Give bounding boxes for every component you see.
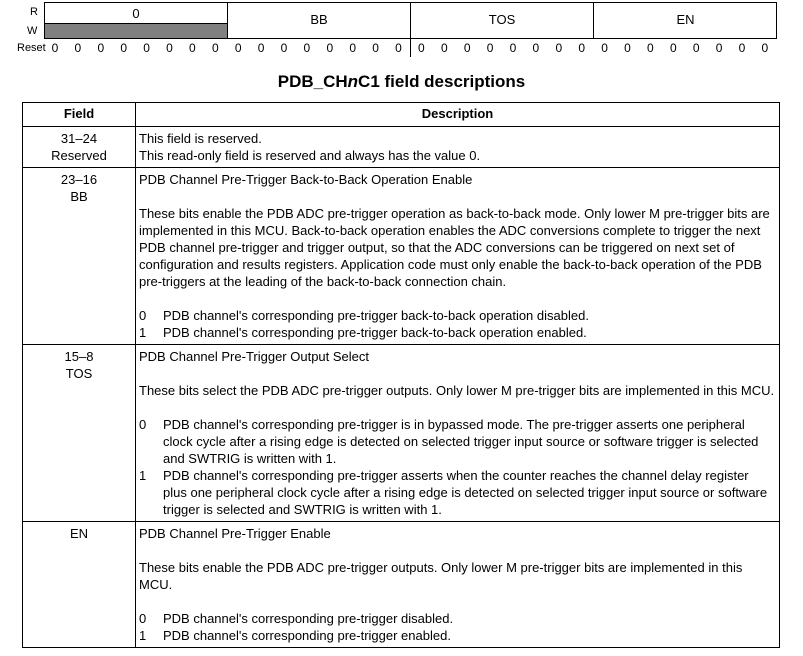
field-bb: BB bbox=[310, 12, 328, 27]
field-cell bbox=[23, 168, 136, 345]
table-header-row bbox=[23, 103, 780, 127]
enum-item: 0 PDB channel's corresponding pre-trigger disabled. bbox=[139, 611, 454, 626]
field-bits: 23–16 bbox=[60, 172, 98, 187]
description-heading: PDB Channel Pre-Trigger Output Select bbox=[139, 349, 370, 364]
reserved-write-fill bbox=[45, 24, 227, 38]
reset-bit: 0 bbox=[166, 41, 173, 55]
reset-bit: 0 bbox=[234, 41, 242, 55]
description-heading: PDB Channel Pre-Trigger Back-to-Back Operation Enable bbox=[139, 172, 473, 187]
table-row-bb bbox=[23, 168, 780, 345]
description-body: These bits enable the PDB ADC pre-trigger operation as back-to-back mode. Only lower M pre-trigger bits are implemented in this MCU. Back-to-back operation enables the ADC conversions complete to trigger the next PDB channel pre-trigger and trigger output, so that the ADC conversions can be triggered on next set of configuration and results registers. Application code must only enable the back-to-back operation of the PDB pre-triggers at the leading of the back-to-back connection chain. bbox=[139, 206, 770, 289]
table-title: PDB_CHnC1 field descriptions bbox=[277, 72, 526, 91]
field-bits: 15–8 bbox=[64, 349, 94, 364]
table-row-en bbox=[23, 522, 780, 648]
field-name: BB bbox=[70, 189, 88, 204]
enum-item: 0 PDB channel's corresponding pre-trigger is in bypassed mode. The pre-trigger asserts one peripheral clock cycle after a rising edge is detected on selected trigger input source or software trigger is selected and SWTRIG is written with 1. bbox=[139, 417, 759, 466]
field-descriptions-table bbox=[22, 102, 780, 648]
description-body: These bits enable the PDB ADC pre-trigger outputs. Only lower M pre-trigger bits are implemented in this MCU. bbox=[139, 560, 743, 592]
register-diagram bbox=[0, 0, 803, 58]
reset-bit: 0 bbox=[669, 41, 677, 55]
reset-bit: 0 bbox=[692, 41, 700, 55]
reset-bit: 0 bbox=[440, 41, 448, 55]
field-bits: 31–24 bbox=[60, 131, 98, 146]
field-name: Reserved bbox=[51, 148, 107, 163]
field-tos: TOS bbox=[488, 12, 516, 27]
reset-bit: 0 bbox=[74, 41, 82, 55]
reset-bit: 0 bbox=[211, 41, 219, 55]
row-label-reset: Reset bbox=[17, 42, 46, 54]
reset-bit: 0 bbox=[418, 41, 425, 55]
reset-bit: 0 bbox=[532, 41, 540, 55]
field-cell bbox=[23, 345, 136, 522]
reset-bit: 0 bbox=[349, 41, 357, 55]
field-name: EN bbox=[69, 526, 89, 541]
row-label-r: R bbox=[30, 6, 38, 18]
header-field: Field bbox=[23, 103, 136, 127]
reset-bit: 0 bbox=[143, 41, 150, 55]
enum-item: 0 PDB channel's corresponding pre-trigger back-to-back operation disabled. bbox=[139, 308, 589, 323]
field-en: EN bbox=[676, 12, 695, 27]
reset-bit: 0 bbox=[51, 41, 59, 55]
description-cell bbox=[136, 168, 780, 345]
description-cell bbox=[136, 522, 780, 648]
reset-bit: 0 bbox=[738, 41, 746, 55]
table-row-tos bbox=[23, 345, 780, 522]
enum-item: 1 PDB channel's corresponding pre-trigger asserts when the counter reaches the channel delay register plus one peripheral clock cycle after a rising edge is detected on selected trigger input source or software trigger is selected and SWTRIG is written with 1. bbox=[139, 468, 768, 517]
reset-bit: 0 bbox=[395, 41, 402, 55]
reset-bit: 0 bbox=[715, 41, 723, 55]
description-body: This read-only field is reserved and always has the value 0. bbox=[139, 148, 481, 163]
table-row-reserved bbox=[23, 127, 780, 168]
reset-bit: 0 bbox=[189, 41, 196, 55]
description-body: These bits select the PDB ADC pre-trigger outputs. Only lower M pre-trigger bits are implemented in this MCU. bbox=[139, 383, 775, 398]
reset-bit: 0 bbox=[303, 41, 311, 55]
reset-bit: 0 bbox=[555, 41, 563, 55]
row-label-w: W bbox=[27, 25, 38, 37]
description-cell bbox=[136, 127, 780, 168]
reset-bit: 0 bbox=[578, 41, 586, 55]
description-heading: PDB Channel Pre-Trigger Enable bbox=[139, 526, 331, 541]
enum-item: 1 PDB channel's corresponding pre-trigger enabled. bbox=[139, 628, 451, 643]
field-name: TOS bbox=[65, 366, 93, 381]
reset-bit: 0 bbox=[326, 41, 334, 55]
reserved-field-value: 0 bbox=[132, 6, 140, 21]
field-cell bbox=[23, 127, 136, 168]
reset-bit: 0 bbox=[486, 41, 494, 55]
reset-bit: 0 bbox=[761, 41, 769, 55]
field-cell bbox=[23, 522, 136, 648]
header-description: Description bbox=[136, 103, 780, 127]
reset-bit: 0 bbox=[624, 41, 631, 55]
reset-bit: 0 bbox=[120, 41, 128, 55]
reset-bit: 0 bbox=[463, 41, 471, 55]
reset-bit: 0 bbox=[257, 41, 265, 55]
reset-bit: 0 bbox=[509, 41, 517, 55]
reset-bit: 0 bbox=[601, 41, 608, 55]
description-heading: This field is reserved. bbox=[139, 131, 262, 146]
reset-bit: 0 bbox=[372, 41, 379, 55]
reset-bit: 0 bbox=[647, 41, 654, 55]
description-cell bbox=[136, 345, 780, 522]
reset-bit: 0 bbox=[280, 41, 288, 55]
enum-item: 1 PDB channel's corresponding pre-trigger back-to-back operation enabled. bbox=[139, 325, 587, 340]
reset-bit: 0 bbox=[97, 41, 105, 55]
